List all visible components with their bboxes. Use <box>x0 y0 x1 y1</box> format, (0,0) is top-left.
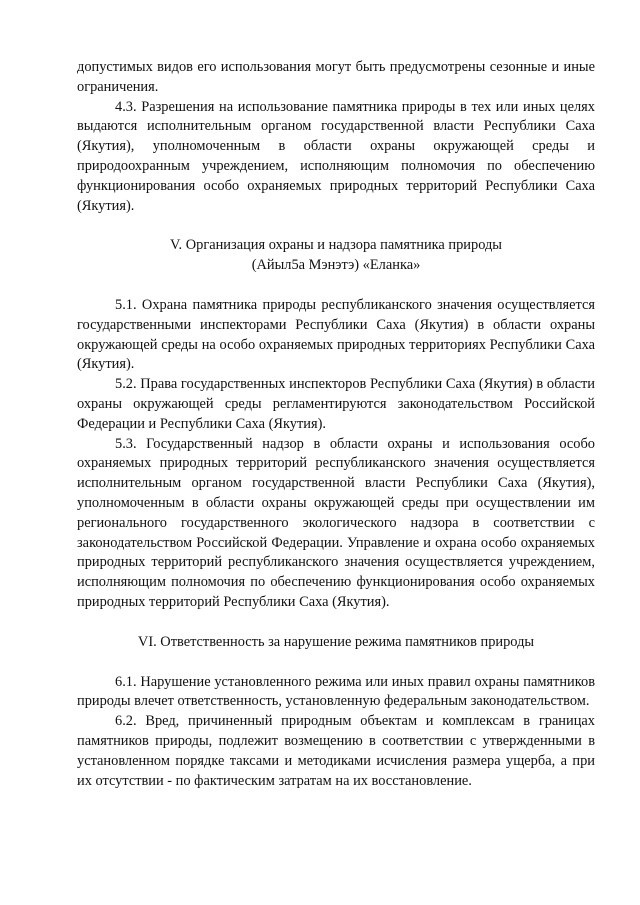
section-5-title-line-1: V. Организация охраны и надзора памятника природы <box>170 237 502 254</box>
paragraph-5-1: 5.1. Охрана памятника природы республиканского значения осуществляется государственными инспекторами Республики Саха (Якутия) в области охраны окружающей среды на особо охраняемых природных территориях Республики Саха (Якутия). <box>77 296 595 373</box>
paragraph-6-2: 6.2. Вред, причиненный природным объектам и комплексам в границах памятников природы, подлежит возмещению в соответствии с утвержденными в установленном порядке таксами и методиками исчисления размера ущерба, а при их отсутствии - по фактическим затратам на их восстановление. <box>77 713 595 789</box>
section-5-title-line-2: (Айыл5а Мэнэтэ) «Еланка» <box>251 257 421 274</box>
spacer <box>77 216 595 236</box>
paragraph-intro: допустимых видов его использования могут быть предусмотрены сезонные и иные ограничения. <box>77 59 595 95</box>
paragraph-5-3: 5.3. Государственный надзор в области охраны и использования особо охраняемых природных территорий республиканского значения осуществляется исполнительным органом государственной власти Республики Саха (Якутия), уполномоченным в области охраны окружающей среды при осуществлении им регионального государственного экологического надзора в соответствии с законодательством Российской Федерации. Управление и охрана особо охраняемых природных территорий республиканского значения осуществляется учреждением, исполняющим полномочия по обеспечению функционирования особо охраняемых природных территорий Республики Саха (Якутия). <box>77 435 595 610</box>
spacer <box>77 276 595 296</box>
section-6-title: VI. Ответственность за нарушение режима памятников природы <box>137 633 535 650</box>
spacer <box>77 653 595 673</box>
paragraph-6-1: 6.1. Нарушение установленного режима или иных правил охраны памятников природы влечет ответственность, установленную федеральным законодательством. <box>77 673 595 710</box>
paragraph-4-3: 4.3. Разрешения на использование памятника природы в тех или иных целях выдаются исполнительным органом государственной власти Республики Саха (Якутия), уполномоченным в области охраны окружающей среды и природоохранным учреждением, исполняющим полномочия по обеспечению функционирования особо охраняемых природных территорий Республики Саха (Якутия). <box>77 98 595 214</box>
paragraph-5-2: 5.2. Права государственных инспекторов Республики Саха (Якутия) в области охраны окружающей среды регламентируются законодательством Российской Федерации и Республики Саха (Якутия). <box>77 376 595 432</box>
spacer <box>77 613 595 633</box>
document-page <box>77 58 595 791</box>
